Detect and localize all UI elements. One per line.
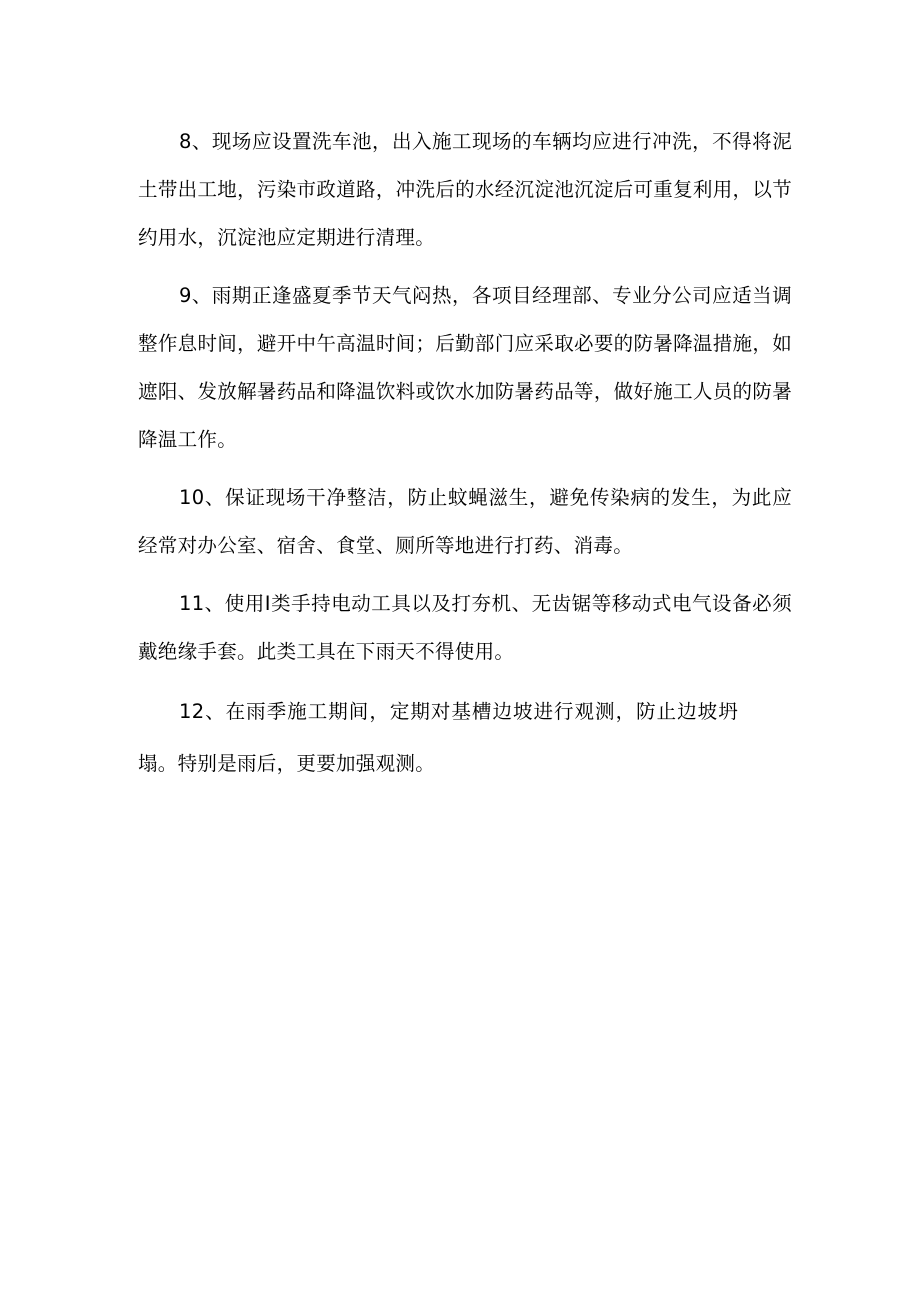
paragraph-item-9: 9、雨期正逢盛夏季节天气闷热，各项目经理部、专业分公司应适当调整作息时间，避开中午高温时间；后勤部门应采取必要的防暑降温措施，如遮阳、发放解暑药品和降温饮料或饮水加防暑药品等，做好施工人员的防暑降温工作。 <box>138 284 792 451</box>
document-body <box>138 118 792 800</box>
paragraph-item-12: 12、在雨季施工期间，定期对基槽边坡进行观测，防止边坡坍塌。特别是雨后，更要加强观测。 <box>138 700 738 775</box>
paragraph-item-11: 11、使用Ⅰ类手持电动工具以及打夯机、无齿锯等移动式电气设备必须戴绝缘手套。此类工具在下雨天不得使用。 <box>138 592 792 663</box>
paragraph-item-10: 10、保证现场干净整洁，防止蚊蝇滋生，避免传染病的发生，为此应经常对办公室、宿舍、食堂、厕所等地进行打药、消毒。 <box>138 486 792 557</box>
paragraph-item-8: 8、现场应设置洗车池，出入施工现场的车辆均应进行冲洗，不得将泥土带出工地，污染市政道路，冲洗后的水经沉淀池沉淀后可重复利用，以节约用水，沉淀池应定期进行清理。 <box>138 130 792 249</box>
